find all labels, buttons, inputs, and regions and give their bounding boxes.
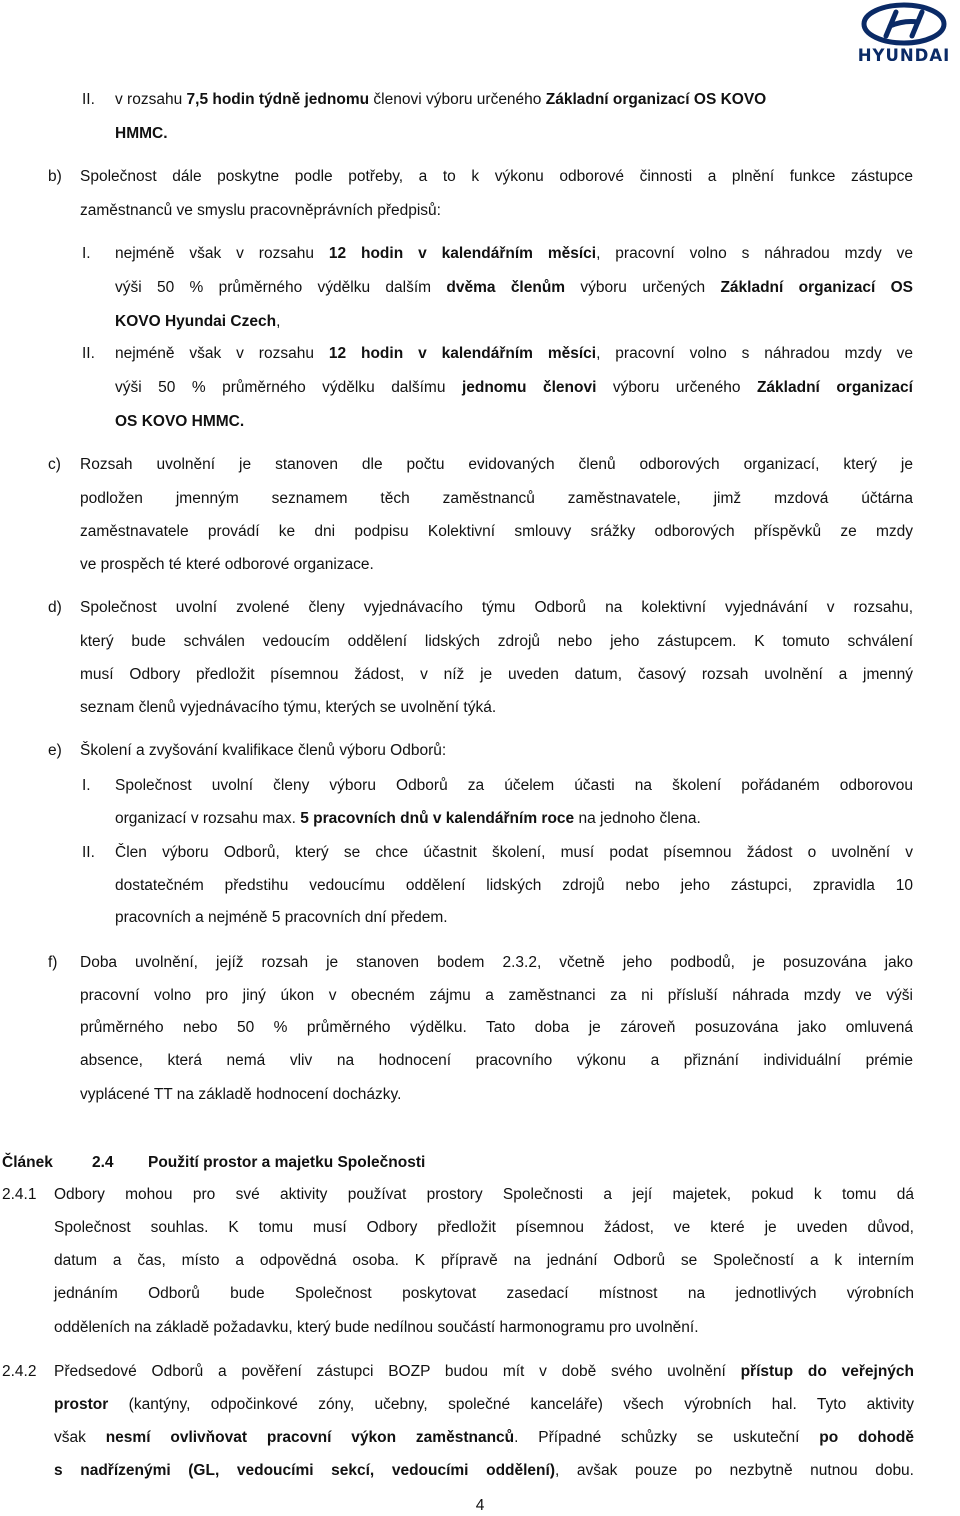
article-number: 2.4 bbox=[92, 1154, 114, 1171]
paragraph-line: který bude schválen vedoucím oddělení lidských zdrojů nebo jeho zástupcem. K tomuto schválení bbox=[80, 633, 913, 650]
page-number: 4 bbox=[475, 1497, 485, 1514]
paragraph-line: musí Odbory předložit písemnou žádost, v níž je uveden datum, časový rozsah uvolnění a jmenný bbox=[80, 666, 913, 683]
paragraph-line: pracovních a nejméně 5 pracovních dní předem. bbox=[115, 909, 448, 926]
paragraph-line: však nesmí ovlivňovat pracovní výkon zaměstnanců. Případné schůzky se uskuteční po dohodě bbox=[54, 1429, 915, 1446]
item-label: c) bbox=[48, 456, 61, 473]
paragraph-line: podložen jmenným seznamem těch zaměstnanců zaměstnavatele, jimž mzdová účtárna bbox=[80, 490, 913, 507]
item-label: e) bbox=[48, 742, 62, 759]
paragraph-line: nejméně však v rozsahu 12 hodin v kalendářním měsíci, pracovní volno s náhradou mzdy ve bbox=[115, 345, 913, 362]
paragraph-line: KOVO Hyundai Czech, bbox=[115, 313, 281, 330]
list-number: II. bbox=[82, 91, 95, 108]
paragraph-line: HMMC. bbox=[115, 125, 168, 142]
paragraph-line: zaměstnanců ve smyslu pracovněprávních předpisů: bbox=[80, 202, 441, 219]
paragraph-line: Společnost uvolní členy výboru Odborů za účelem účasti na školení pořádaném odborovou bbox=[115, 777, 913, 794]
paragraph-line: odděleních na základě požadavku, který bude nedílnou součástí harmonogramu pro uvolnění. bbox=[54, 1319, 699, 1336]
article-title: Použití prostor a majetku Společnosti bbox=[148, 1154, 426, 1171]
item-label: b) bbox=[48, 168, 62, 185]
list-number: I. bbox=[82, 245, 91, 262]
paragraph-line: datum a čas, místo a odpovědná osoba. K přípravě na jednání Odborů se Společností a k interním bbox=[54, 1252, 914, 1269]
item-label: f) bbox=[48, 954, 58, 971]
paragraph-line: vyplácené TT na základě hodnocení docházky. bbox=[80, 1086, 402, 1103]
paragraph-line: seznam členů vyjednávacího týmu, kterých se uvolnění týká. bbox=[80, 699, 497, 716]
paragraph-line: Rozsah uvolnění je stanoven dle počtu evidovaných členů odborových organizací, který je bbox=[80, 456, 913, 473]
paragraph-line: zaměstnavatele provádí ke dni podpisu Kolektivní smlouvy srážky odborových příspěvků ze mzdy bbox=[80, 523, 913, 540]
section-number: 2.4.2 bbox=[2, 1363, 37, 1380]
paragraph-line: prostor (kantýny, odpočinkové zóny, učebny, společné kanceláře) všech výrobních hal. Tyto aktivity bbox=[54, 1396, 914, 1413]
paragraph-line: výši 50 % průměrného výdělku dalšímu jednomu členovi výboru určeného Základní organizací bbox=[115, 379, 913, 396]
hyundai-logo bbox=[852, 2, 956, 66]
list-number: II. bbox=[82, 844, 95, 861]
paragraph-line: Předsedové Odborů a pověření zástupci BOZP budou mít v době svého uvolnění přístup do veřejných bbox=[54, 1363, 914, 1380]
list-number: I. bbox=[82, 777, 91, 794]
logo-wordmark: HYUNDAI bbox=[857, 46, 951, 65]
paragraph-line: s nadřízenými (GL, vedoucími sekcí, vedoucími oddělení), avšak pouze po nezbytně nutnou dobu. bbox=[54, 1462, 914, 1479]
item-label: d) bbox=[48, 599, 62, 616]
paragraph-line: jednáním Odborů bude Společnost poskytovat zasedací místnost na jednotlivých výrobních bbox=[54, 1285, 914, 1302]
paragraph-line: v rozsahu 7,5 hodin týdně jednomu členovi výboru určeného Základní organizací OS KOVO bbox=[115, 91, 767, 108]
paragraph-line: výši 50 % průměrného výdělku dalším dvěma členům výboru určených Základní organizací OS bbox=[115, 279, 914, 296]
paragraph-line: nejméně však v rozsahu 12 hodin v kalendářním měsíci, pracovní volno s náhradou mzdy ve bbox=[115, 245, 913, 262]
paragraph-line: Školení a zvyšování kvalifikace členů výboru Odborů: bbox=[80, 742, 447, 759]
paragraph-line: průměrného nebo 50 % průměrného výdělku. Tato doba je zároveň posuzována jako omluvená bbox=[80, 1019, 913, 1036]
article-label: Článek bbox=[2, 1154, 53, 1171]
section-number: 2.4.1 bbox=[2, 1186, 37, 1203]
paragraph-line: Společnost souhlas. K tomu musí Odbory předložit písemnou žádost, ve které je uveden důvod, bbox=[54, 1219, 914, 1236]
paragraph-line: Odbory mohou pro své aktivity používat prostory Společnosti a její majetek, pokud k tomu dá bbox=[54, 1186, 914, 1203]
paragraph-line: Společnost dále poskytne podle potřeby, a to k výkonu odborové činnosti a plnění funkce zástupce bbox=[80, 168, 913, 185]
paragraph-line: ve prospěch té které odborové organizace. bbox=[80, 556, 374, 573]
paragraph-line: absence, která nemá vliv na hodnocení pracovního výkonu a přiznání individuální prémie bbox=[80, 1052, 913, 1069]
paragraph-line: pracovní volno pro jiný úkon v obecném zájmu a zaměstnanci za ni přísluší náhrada mzdy ve výši bbox=[80, 987, 913, 1004]
paragraph-line: organizací v rozsahu max. 5 pracovních dnů v kalendářním roce na jednoho člena. bbox=[115, 810, 701, 827]
paragraph-line: Společnost uvolní zvolené členy vyjednávacího týmu Odborů na kolektivní vyjednávání v rozsahu, bbox=[80, 599, 913, 616]
paragraph-line: OS KOVO HMMC. bbox=[115, 413, 245, 430]
hyundai-emblem-icon bbox=[852, 2, 956, 46]
paragraph-line: Doba uvolnění, jejíž rozsah je stanoven bodem 2.3.2, včetně jeho podbodů, je posuzována jako bbox=[80, 954, 913, 971]
paragraph-line: dostatečném předstihu vedoucímu oddělení lidských zdrojů nebo jeho zástupci, zpravidla 10 bbox=[115, 877, 913, 894]
list-number: II. bbox=[82, 345, 95, 362]
paragraph-line: Člen výboru Odborů, který se chce účastnit školení, musí podat písemnou žádost o uvolnění v bbox=[115, 844, 913, 861]
